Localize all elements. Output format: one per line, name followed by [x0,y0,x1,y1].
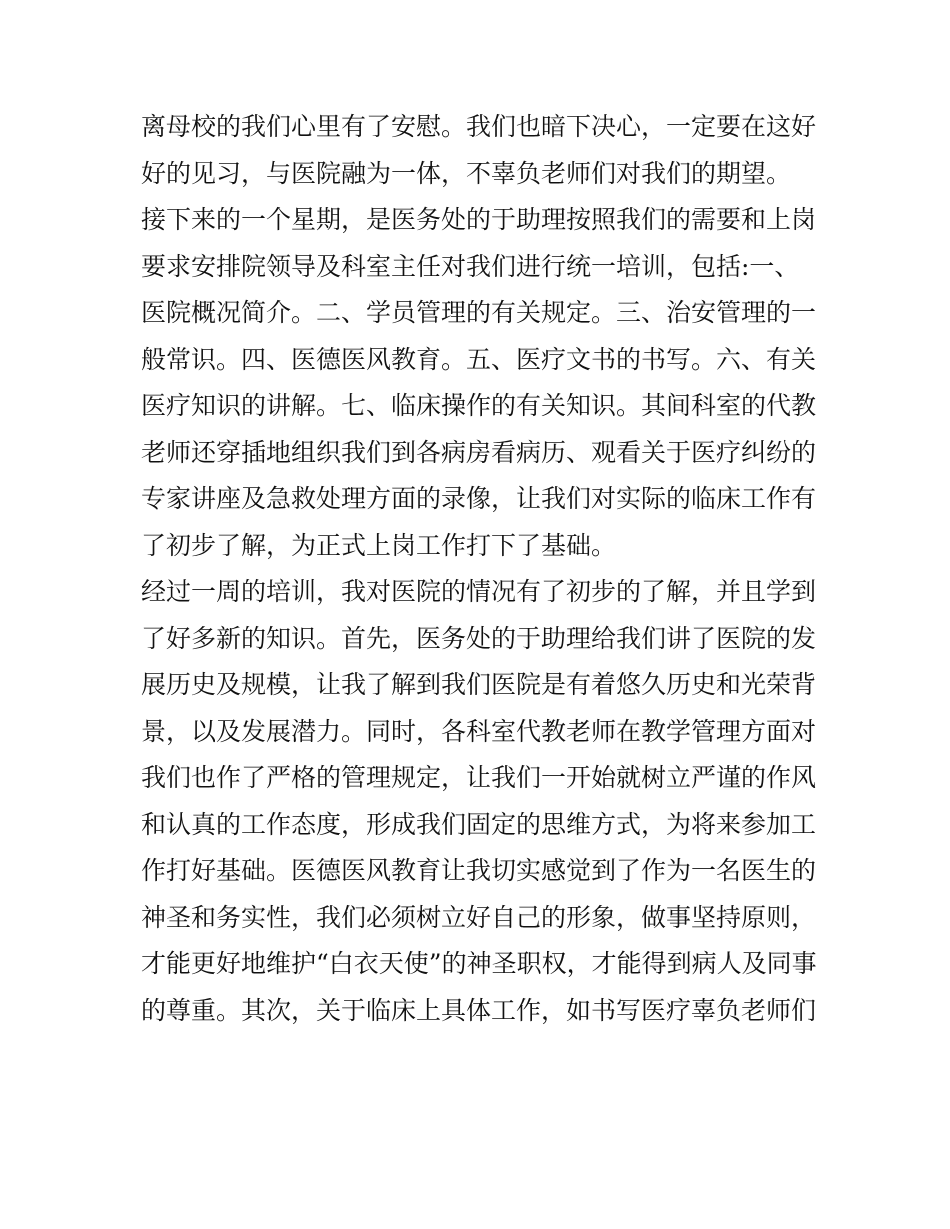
text-line: 好的见习，与医院融为一体，不辜负老师们对我们的期望。 [141,158,792,188]
text-line: 展历史及规模，让我了解到我们医院是有着悠久历史和光荣背 [141,670,817,699]
text-line: 我们也作了严格的管理规定，让我们一开始就树立严谨的作风 [141,763,817,792]
text-line: 医疗知识的讲解。七、临床操作的有关知识。其间科室的代教 [141,391,817,420]
text-line: 经过一周的培训，我对医院的情况有了初步的了解，并且学到 [141,577,817,606]
text-line: 和认真的工作态度，形成我们固定的思维方式，为将来参加工 [141,809,817,839]
text-line: 医院概况简介。二、学员管理的有关规定。三、治安管理的一 [141,298,817,327]
text-line: 了初步了解，为正式上岗工作打下了基础。 [141,530,617,560]
text-line: 般常识。四、医德医风教育。五、医疗文书的书写。六、有关 [141,344,817,374]
text-line: 专家讲座及急救处理方面的录像，让我们对实际的临床工作有 [141,484,817,513]
text-line: 神圣和务实性，我们必须树立好自己的形象，做事坚持原则， [141,902,817,932]
text-line: 老师还穿插地组织我们到各病房看病历、观看关于医疗纠纷的 [141,437,817,467]
text-line: 接下来的一个星期，是医务处的于助理按照我们的需要和上岗 [141,205,817,234]
text-line: 才能更好地维护“白衣天使”的神圣职权，才能得到病人及同事 [141,949,817,978]
text-line: 离母校的我们心里有了安慰。我们也暗下决心，一定要在这好 [141,112,817,141]
text-line: 了好多新的知识。首先，医务处的于助理给我们讲了医院的发 [141,623,817,653]
text-line: 景，以及发展潜力。同时，各科室代教老师在教学管理方面对 [141,716,817,746]
body-text [141,104,821,1034]
text-line: 的尊重。其次，关于临床上具体工作，如书写医疗辜负老师们 [141,995,817,1025]
text-line: 作打好基础。医德医风教育让我切实感觉到了作为一名医生的 [141,856,817,885]
text-line: 要求安排院领导及科室主任对我们进行统一培训，包括:一、 [141,251,800,281]
